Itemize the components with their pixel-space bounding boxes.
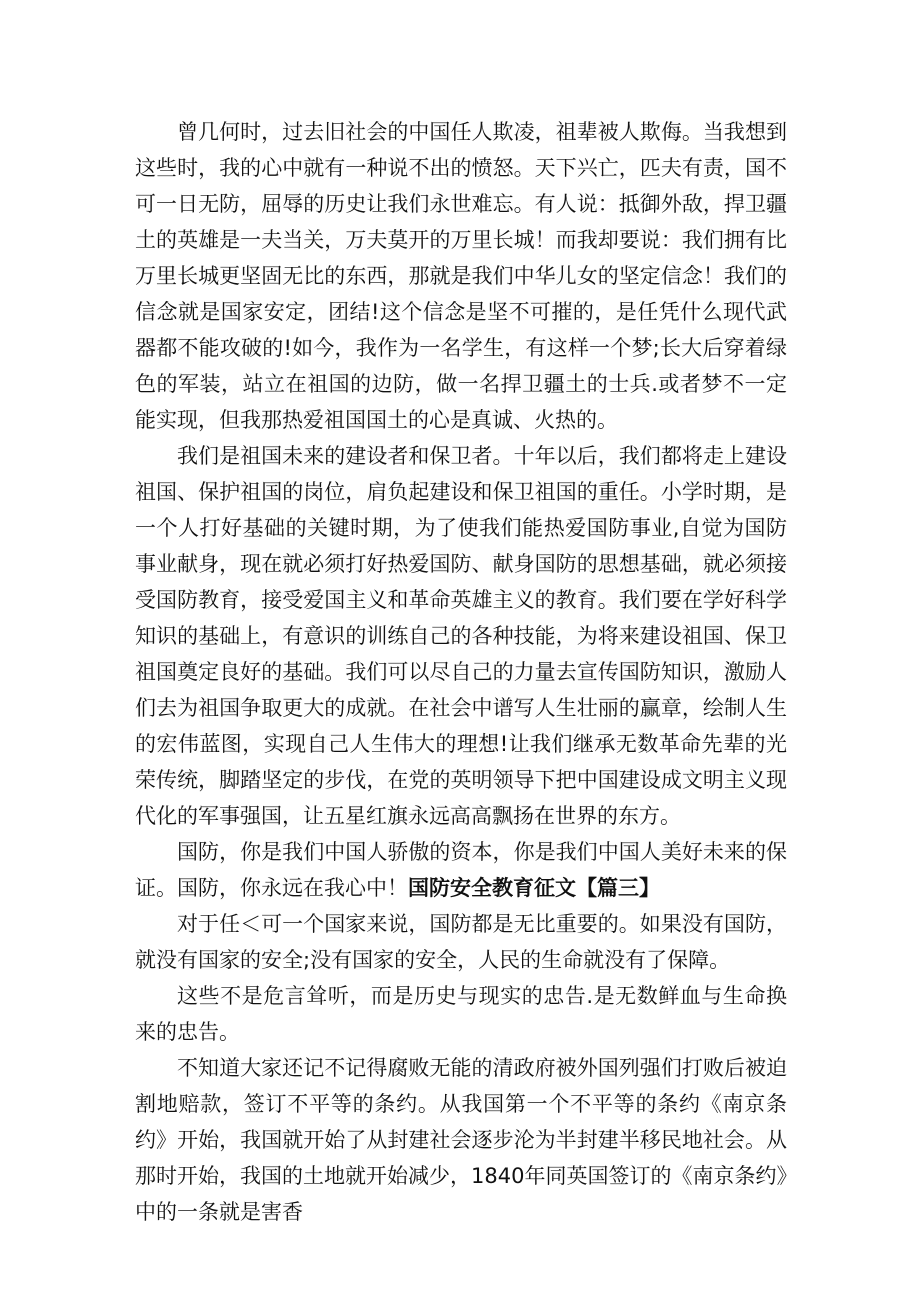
section-heading: 国防安全教育征文【篇三】	[408, 876, 660, 900]
paragraph-warning: 这些不是危言耸听，而是历史与现实的忠告.是无数鲜血与生命换来的忠告。	[135, 984, 787, 1044]
paragraph-future-builders: 我们是祖国未来的建设者和保卫者。十年以后，我们都将走上建设祖国、保护祖国的岗位，肩负起建设和保卫祖国的重任。小学时期，是一个人打好基础的关键时期，为了使我们能热爱国防事业,自觉为国防事业献身，现在就必须打好热爱国防、献身国防的思想基础，就必须接受国防教育，接受爱国主义和革命英雄主义的教育。我们要在学好科学知识的基础上，有意识的训练自己的各种技能，为将来建设祖国、保卫祖国奠定良好的基础。我们可以尽自己的力量去宣传国防知识，激励人们去为祖国争取更大的成就。在社会中谱写人生壮丽的赢章，绘制人生的宏伟蓝图，实现自己人生伟大的理想!让我们继承无数革命先辈的光荣传统，脚踏坚定的步伐，在党的英明领导下把中国建设成文明主义现代化的军事强国，让五星红旗永远高高飘扬在世界的东方。	[135, 444, 787, 828]
paragraph-unequal-treaties: 不知道大家还记不记得腐败无能的清政府被外国列强们打败后被迫割地赔款，签订不平等的条约。从我国第一个不平等的条约《南京条约》开始，我国就开始了从封建社会逐步沦为半封建半移民地社会。从那时开始，我国的土地就开始减少，1840年同英国签订的《南京条约》中的一条就是害香	[135, 1056, 787, 1224]
paragraph-importance: 对于任＜可一个国家来说，国防都是无比重要的。如果没有国防，就没有国家的安全;没有国家的安全，人民的生命就没有了保障。	[135, 912, 787, 972]
paragraph-national-defense-pride	[135, 834, 787, 906]
document-body	[135, 114, 787, 1230]
paragraph-text: 国防，你是我们中国人骄傲的资本，你是我们中国人美好未来的保证。国防，你永远在我心中！	[135, 840, 787, 900]
paragraph-history: 曾几何时，过去旧社会的中国任人欺凌，祖辈被人欺侮。当我想到这些时，我的心中就有一种说不出的愤怒。天下兴亡，匹夫有责，国不可一日无防，屈辱的历史让我们永世难忘。有人说：抵御外敌，捍卫疆土的英雄是一夫当关，万夫莫开的万里长城！而我却要说：我们拥有比万里长城更坚固无比的东西，那就是我们中华儿女的坚定信念！我们的信念就是国家安定，团结!这个信念是坚不可摧的，是任凭什么现代武器都不能攻破的!如今，我作为一名学生，有这样一个梦;长大后穿着绿色的军装，站立在祖国的边防，做一名捍卫疆土的士兵.或者梦不一定能实现，但我那热爱祖国国土的心是真诚、火热的。	[135, 120, 787, 432]
